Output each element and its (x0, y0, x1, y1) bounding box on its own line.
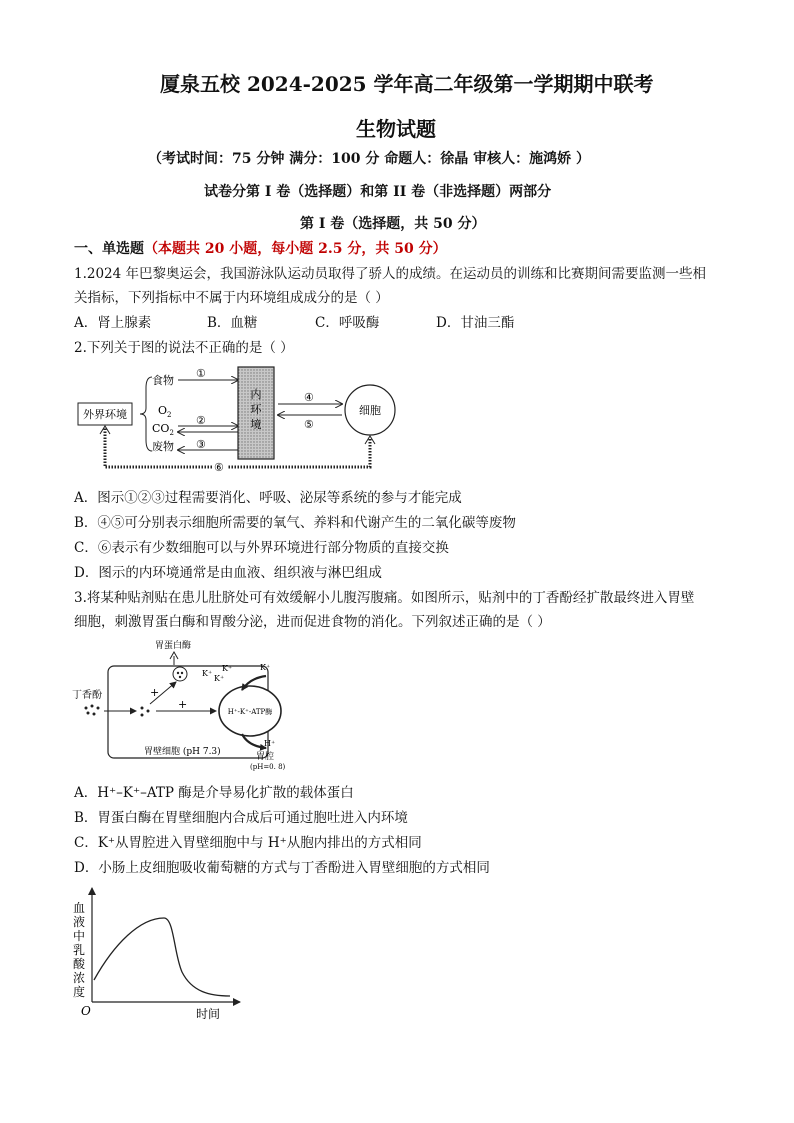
lumen-label: 胃腔 (256, 752, 275, 762)
o2-label: $O_2$ (158, 404, 172, 419)
q3-option-a: A．H⁺–K⁺–ATP 酶是介导易化扩散的载体蛋白 (74, 785, 354, 801)
pump-label: H⁺-K⁺-ATP酶 (227, 708, 273, 716)
plus-sign-1: + (150, 686, 160, 699)
num-3: ③ (196, 438, 206, 451)
q2-option-b: B．④⑤可分别表示细胞所需要的氧气、养料和代谢产生的二氧化碳等废物 (74, 515, 516, 531)
q1-option-d: D．甘油三酯 (436, 315, 515, 331)
paper-parts: 试卷分第 I 卷（选择题）和第 II 卷（非选择题）两部分 (204, 184, 552, 200)
q1-option-c: C．呼吸酶 (315, 315, 380, 331)
lactic-acid-graph (70, 884, 250, 1026)
k-plus-label-4: K⁺ (260, 663, 271, 672)
cell-ph-label: 胃壁细胞 (pH 7.3) (144, 747, 221, 757)
cell-label: 细胞 (359, 404, 381, 417)
svg-text:中: 中 (73, 929, 86, 943)
lactic-acid-curve (94, 918, 230, 996)
exam-info: （考试时间：75 分钟 满分：100 分 命题人：徐晶 审核人：施鸿娇 ） (148, 151, 590, 167)
k-plus-label-3: K⁺ (214, 674, 225, 683)
num-5: ⑤ (304, 418, 314, 431)
q3-option-c: C．K⁺从胃腔进入胃壁细胞中与 H⁺从胞内排出的方式相同 (74, 835, 422, 851)
k-plus-label-1: K⁺ (202, 669, 213, 678)
q2-option-d: D．图示的内环境通常是由血液、组织液与淋巴组成 (74, 565, 382, 581)
outer-env-label: 外界环境 (83, 408, 127, 421)
q2-stem: 2.下列关于图的说法不正确的是（ ） (74, 340, 294, 356)
num-6: ⑥ (214, 461, 224, 474)
q1-stem-line2: 关指标，下列指标中不属于内环境组成成分的是（ ） (74, 290, 389, 306)
section-label: 一、单选题 (74, 241, 144, 257)
q1-stem-line1: 1.2024 年巴黎奥运会，我国游泳队运动员取得了骄人的成绩。在运动员的训练和比赛期间需要监测一些相 (74, 266, 707, 282)
x-axis-label: 时间 (196, 1007, 221, 1021)
part1-title: 第 I 卷（选择题，共 50 分） (300, 216, 486, 232)
eugenol-dots-inside (141, 707, 150, 717)
q2-option-a: A．图示①②③过程需要消化、呼吸、泌尿等系统的参与才能完成 (74, 490, 462, 506)
num-2: ② (196, 414, 206, 427)
y-axis-label (73, 901, 86, 999)
internal-env-char-1: 内 (250, 388, 262, 401)
internal-env-char-3: 境 (250, 418, 262, 431)
co2-label: $CO_2$ (152, 422, 174, 437)
q3-stem-line2: 细胞，刺激胃蛋白酶和胃酸分泌，进而促进食物的消化。下列叙述正确的是（ ） (74, 614, 551, 630)
q3-option-b: B．胃蛋白酶在胃壁细胞内合成后可通过胞吐进入内环境 (74, 810, 408, 826)
q2-option-c: C．⑥表示有少数细胞可以与外界环境进行部分物质的直接交换 (74, 540, 449, 556)
eugenol-label: 丁香酚 (72, 690, 102, 701)
internal-env-char-2: 环 (250, 403, 262, 416)
q3-diagram (70, 638, 300, 773)
q3-stem-line1: 3.将某种贴剂贴在患儿肚脐处可有效缓解小儿腹泻腹痛。如图所示，贴剂中的丁香酚经扩散最终进入胃壁 (74, 590, 695, 606)
svg-text:浓: 浓 (73, 971, 86, 985)
pepsin-up-arrow (170, 652, 178, 665)
brace (140, 377, 152, 451)
pepsin-label: 胃蛋白酶 (155, 641, 192, 651)
origin-label: O (81, 1004, 91, 1018)
h-plus-label: H⁺ (264, 739, 276, 748)
q2-diagram (70, 360, 410, 480)
q1-option-a: A．肾上腺素 (74, 315, 152, 331)
svg-text:血: 血 (73, 901, 86, 915)
num-1: ① (196, 367, 206, 380)
lumen-ph-label: (pH=0. 8) (250, 763, 286, 771)
svg-text:酸: 酸 (73, 957, 86, 971)
plus-sign-2: + (178, 698, 188, 711)
waste-label: 废物 (152, 440, 174, 453)
section-heading (74, 238, 447, 258)
k-plus-label-2: K⁺ (222, 664, 233, 673)
num-4: ④ (304, 391, 314, 404)
food-label: 食物 (152, 374, 174, 387)
eugenol-dots-outside (85, 705, 100, 716)
pepsin-vesicle (173, 667, 187, 681)
svg-text:度: 度 (73, 985, 86, 999)
q3-option-d: D．小肠上皮细胞吸收葡萄糖的方式与丁香酚进入胃壁细胞的方式相同 (74, 860, 490, 876)
q1-option-b: B．血糖 (207, 315, 258, 331)
exam-title: 厦泉五校 2024-2025 学年高二年级第一学期期中联考 (160, 72, 654, 96)
subject-title: 生物试题 (356, 117, 436, 141)
section-note: （本题共 20 小题，每小题 2.5 分，共 50 分） (144, 241, 447, 257)
svg-text:乳: 乳 (73, 943, 86, 957)
svg-text:液: 液 (73, 915, 86, 929)
